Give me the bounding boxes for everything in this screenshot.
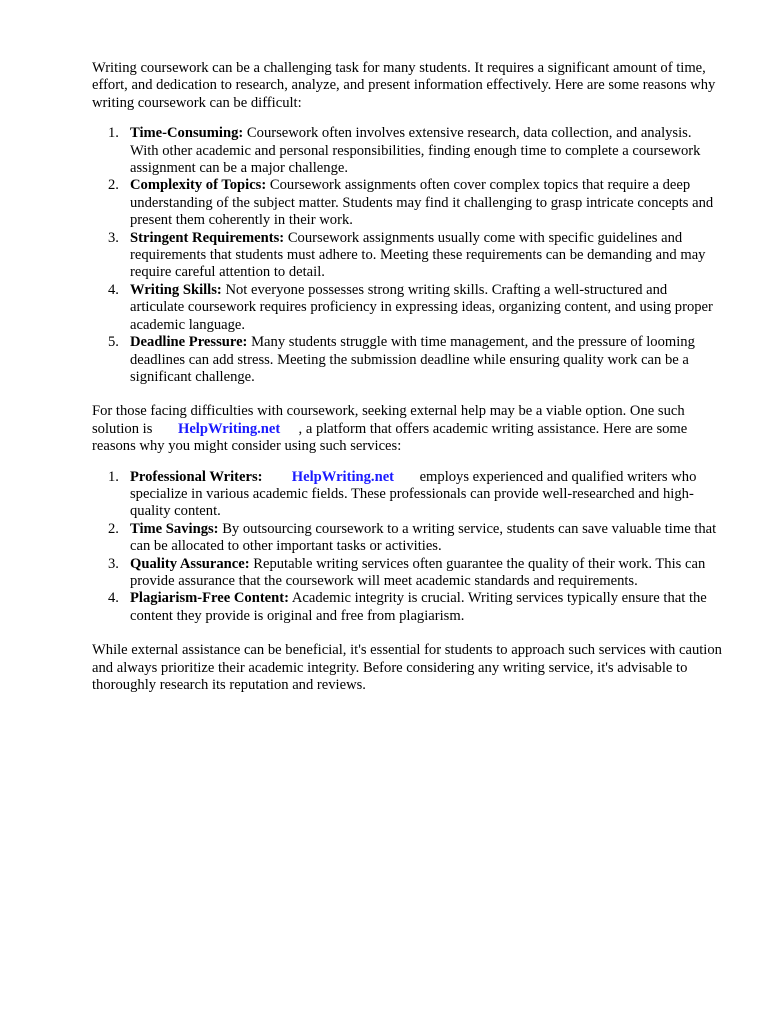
solution-text-before: For those facing difficulties with coursework, seeking external help may be a viable option. One such solution is xyxy=(92,403,685,437)
solution-text-after: , a platform that offers academic writing assistance. Here are some reasons why you might consider using such services: xyxy=(92,420,688,455)
item-term: Complexity of Topics: xyxy=(130,177,267,194)
item-text: Reputable writing services often guarantee the quality of their work. This can provide assurance that the coursework will meet academic standards and requirements. xyxy=(130,555,706,589)
benefit-item-3 xyxy=(92,556,722,591)
item-term: Time-Consuming: xyxy=(130,125,244,142)
helpwriting-link[interactable]: HelpWriting.net xyxy=(291,468,395,485)
list-number: 3. xyxy=(108,555,119,572)
difficulty-item-3 xyxy=(92,230,722,282)
document-page xyxy=(92,60,722,694)
item-text: Coursework assignments usually come with specific guidelines and requirements that students must adhere to. Meeting these requirements can be demanding and may require careful attention to detail. xyxy=(130,229,706,281)
list-number: 3. xyxy=(108,229,119,246)
item-text: Not everyone possesses strong writing skills. Crafting a well-structured and articulate coursework requires proficiency in expressing ideas, organizing content, and using proper academic language. xyxy=(130,281,713,333)
item-term: Professional Writers: xyxy=(130,468,263,485)
solution-paragraph xyxy=(92,403,722,455)
closing-paragraph: While external assistance can be beneficial, it's essential for students to approach such services with caution and always prioritize their academic integrity. Before considering any writing service, it's advisable to thoroughly research its reputation and reviews. xyxy=(92,642,722,693)
benefits-list xyxy=(92,469,722,626)
benefit-item-4 xyxy=(92,590,722,625)
item-term: Writing Skills: xyxy=(130,281,222,298)
item-text: Coursework assignments often cover complex topics that require a deep understanding of the subject matter. Students may find it challenging to grasp intricate concepts and present them coherently in their work. xyxy=(130,177,714,229)
list-number: 4. xyxy=(108,590,119,607)
item-text: employs experienced and qualified writers who specialize in various academic fields. These professionals can provide well-researched and high-quality content. xyxy=(130,468,697,520)
item-text: Academic integrity is crucial. Writing services typically ensure that the content they provide is original and free from plagiarism. xyxy=(130,590,707,624)
item-term: Stringent Requirements: xyxy=(130,229,285,246)
benefit-item-2 xyxy=(92,521,722,556)
list-number: 2. xyxy=(108,177,119,194)
difficulty-item-1 xyxy=(92,125,722,177)
benefit-item-1 xyxy=(92,469,722,521)
item-text: Coursework often involves extensive research, data collection, and analysis. With other academic and personal responsibilities, finding enough time to complete a coursework assignment can be a major challenge. xyxy=(130,125,701,177)
item-text: Many students struggle with time management, and the pressure of looming deadlines can add stress. Meeting the submission deadline while ensuring quality work can be a significant challenge. xyxy=(130,334,695,385)
list-number: 1. xyxy=(108,125,119,142)
item-term: Time Savings: xyxy=(130,520,219,537)
item-term: Deadline Pressure: xyxy=(130,334,248,351)
intro-paragraph: Writing coursework can be a challenging task for many students. It requires a significant amount of time, effort, and dedication to research, analyze, and present information effectively. Here are some reasons why writing coursework can be difficult: xyxy=(92,60,716,111)
list-number: 2. xyxy=(108,520,119,537)
list-number: 4. xyxy=(108,281,119,298)
helpwriting-link[interactable]: HelpWriting.net xyxy=(177,420,281,437)
item-term: Quality Assurance: xyxy=(130,555,250,572)
item-term: Plagiarism-Free Content: xyxy=(130,590,289,607)
item-text: By outsourcing coursework to a writing service, students can save valuable time that can be allocated to other important tasks or activities. xyxy=(130,520,717,555)
difficulties-list xyxy=(92,125,722,386)
list-number: 5. xyxy=(108,334,119,351)
difficulty-item-5 xyxy=(92,334,722,386)
list-number: 1. xyxy=(108,468,119,485)
difficulty-item-2 xyxy=(92,177,722,229)
difficulty-item-4 xyxy=(92,282,722,334)
